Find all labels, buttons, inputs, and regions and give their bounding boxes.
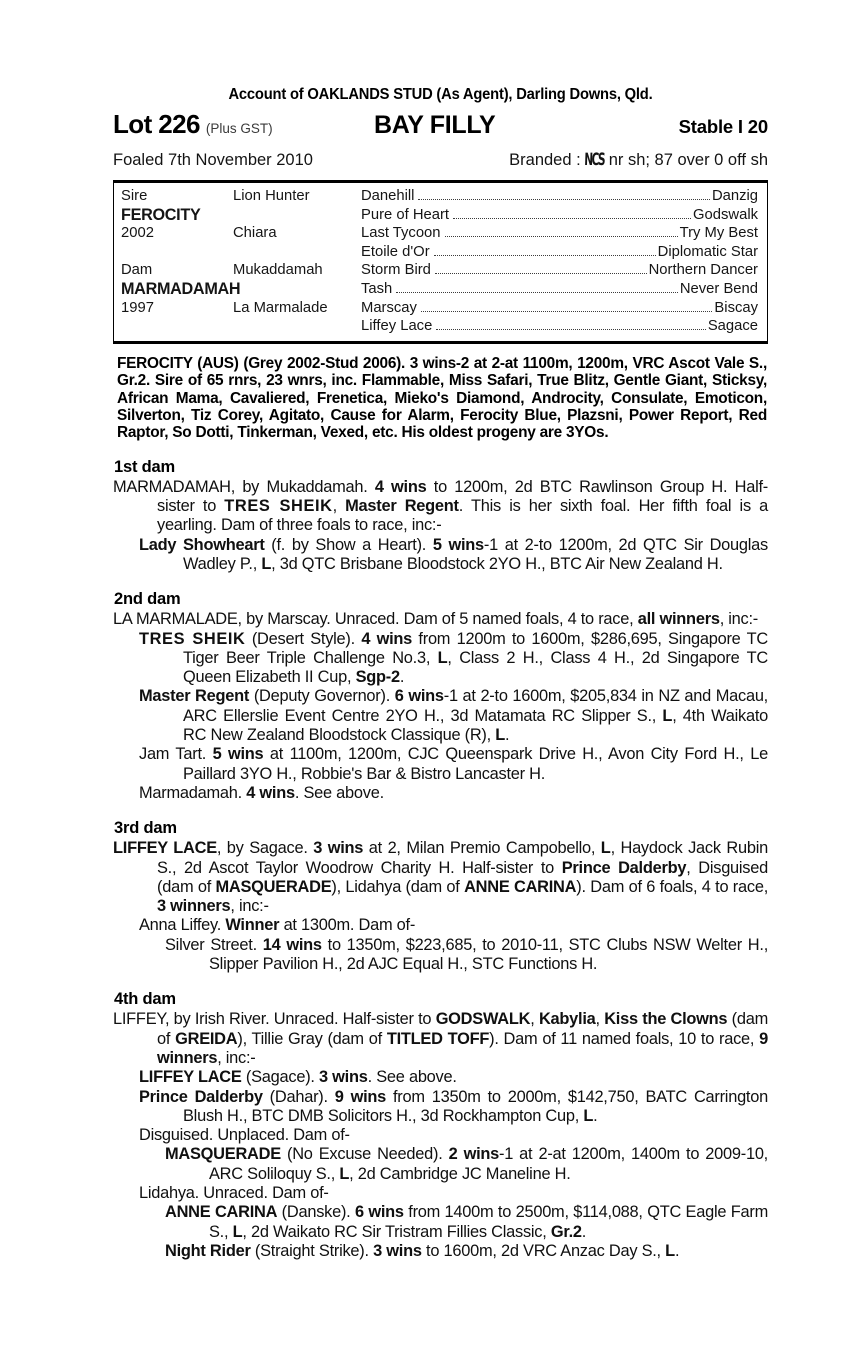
entry-text: (dam of [157, 1010, 769, 1048]
entry-text: at 1300m. Dam of- [279, 916, 416, 935]
dam-section-heading: 4th dam [114, 990, 176, 1009]
pedigree-entry [113, 1010, 768, 1068]
entry-text: , Haydock Jack Rubin S., 2d Ascot Taylor Woodrow Charity H. Half-sister to [157, 839, 768, 877]
dam-section-heading: 1st dam [114, 457, 175, 476]
sire-summary: FEROCITY (AUS) (Grey 2002-Stud 2006). 3 wins-2 at 2-at 1100m, 1200m, VRC Ascot Vale S., Gr.2. Sire of 65 rnrs, 23 wnrs, inc. Flammable, Miss Safari, True Blitz, Gentle Giant, Sticksy, African Mama, Cavaliered, Frenetica, Mieko's Diamond, Androcity, Consulate, Emoticon, Silverton, Tiz Corey, Agitato, Cause for Alarm, Ferocity Blue, Plazsni, Power Report, Red Raptor, So Dotti, Tinkerman, Vexed, etc. His oldest progeny are 3YOs. [117, 354, 767, 442]
entry-text: , inc:- [217, 1048, 256, 1067]
spacer-cell [226, 243, 361, 262]
branded-info [509, 150, 768, 170]
entry-text: (Straight Strike). [250, 1241, 374, 1260]
pedigree-entry [139, 745, 768, 784]
lot-left-group [113, 111, 356, 137]
entry-text: . [399, 668, 405, 687]
dam-dam: La Marmalade [233, 299, 328, 316]
entry-emphasis: 6 wins [354, 1203, 404, 1222]
entry-emphasis: Master Regent [139, 687, 250, 706]
entry-emphasis: all winners [637, 610, 720, 629]
entry-emphasis: MASQUERADE [215, 877, 332, 896]
branded-detail: nr sh; 87 over 0 off sh [608, 151, 768, 169]
entry-emphasis: MASQUERADE [165, 1145, 281, 1164]
pedigree-grid [114, 187, 767, 336]
entry-emphasis: L [437, 648, 448, 667]
entry-emphasis: Prince Dalderby [139, 1087, 263, 1106]
entry-emphasis: GREIDA [175, 1029, 238, 1048]
entry-emphasis: 3 wins [319, 1068, 368, 1087]
entry-text: , Class 2 H., Class 4 H., 2d Singapore TC Queen Elizabeth II Cup, [183, 648, 768, 687]
grandparent-name: Danehill [361, 188, 415, 204]
foaled-branded-row [113, 150, 768, 170]
entry-emphasis: 3 winners [157, 897, 231, 916]
entry-emphasis: 2 wins [448, 1145, 500, 1164]
spacer-cell [114, 243, 226, 262]
sire-year: 2002 [121, 225, 154, 242]
grandparent-row [361, 317, 767, 336]
entry-emphasis: LIFFEY LACE [139, 1068, 242, 1087]
grandparent-row [361, 243, 767, 262]
entry-text: (f. by Show a Heart). [264, 535, 433, 554]
great-grandparent-name: Godswalk [693, 206, 758, 223]
lot-header-row [113, 111, 768, 141]
grandparent-name: Liffey Lace [361, 318, 433, 335]
dam-section [113, 990, 768, 1261]
entry-text: to 1200m, 2d BTC Rawlinson Group H. Half-sister to [157, 477, 768, 516]
account-line: Account of OAKLANDS STUD (As Agent), Darling Downs, Qld. [228, 86, 653, 103]
entry-emphasis: Kiss the Clowns [604, 1010, 728, 1029]
entry-text: LIFFEY, by Irish River. Unraced. Half-sister to [113, 1010, 436, 1029]
leader-dots [418, 192, 709, 200]
entry-text: . [505, 726, 510, 745]
entry-text: from 1400m to 2500m, $114,088, QTC Eagle Farm S., [209, 1203, 768, 1241]
pedigree-entry [113, 839, 768, 916]
entry-text: ), Tillie Gray (dam of [237, 1029, 387, 1048]
entry-emphasis: Winner [225, 916, 280, 935]
entry-emphasis: 3 wins [373, 1241, 422, 1260]
dam-label: Dam [121, 262, 153, 279]
pedigree-entry [113, 478, 768, 536]
entry-text: ), Lidahya (dam of [331, 877, 465, 896]
entry-text: Jam Tart. [139, 745, 213, 764]
great-grandparent-name: Sagace [707, 318, 758, 335]
pedigree-entry [139, 1184, 768, 1203]
entry-emphasis: L [232, 1222, 243, 1241]
entry-emphasis: 5 wins [212, 745, 264, 764]
entry-emphasis: ANNE CARINA [464, 877, 577, 896]
dam-sire: Mukaddamah [233, 262, 323, 279]
grandparent-row [361, 206, 767, 225]
entry-text: (Sagace). [241, 1068, 320, 1087]
entry-emphasis: 9 wins [334, 1087, 387, 1106]
entry-text: Lidahya. Unraced. Dam of- [139, 1183, 329, 1202]
leader-dots [434, 247, 656, 255]
pedigree-table [113, 180, 768, 344]
sire-label: Sire [121, 188, 148, 204]
entry-emphasis: 4 wins [361, 629, 413, 648]
entry-emphasis: 3 wins [313, 839, 364, 858]
sire-sire: Lion Hunter [233, 188, 310, 204]
plus-gst-note: (Plus GST) [205, 121, 273, 136]
entry-text: , [530, 1010, 539, 1029]
entry-text: from 1350m to 2000m, $142,750, BATC Carrington Blush H., BTC DMB Solicitors H., 3d Rockhampton Cup, [183, 1087, 768, 1125]
spacer-cell [226, 206, 361, 225]
entry-emphasis: L [339, 1164, 350, 1183]
brand-mark-icon: NCS [583, 150, 604, 170]
entry-emphasis: Master Regent [345, 497, 459, 516]
entry-text: , Disguised (dam of [157, 858, 768, 896]
entry-text: Silver Street. [165, 935, 263, 954]
sire-name: FEROCITY [121, 205, 201, 224]
grandparent-name: Marscay [361, 299, 417, 316]
dam-section-heading: 2nd dam [114, 590, 181, 609]
entry-text: , 2d Cambridge JC Maneline H. [349, 1164, 571, 1183]
great-grandparent-name: Northern Dancer [648, 262, 758, 279]
entry-emphasis: TRES SHEIK [139, 629, 246, 648]
leader-dots [396, 285, 678, 293]
grandparent-name: Storm Bird [361, 262, 431, 279]
grandparent-row [361, 187, 767, 206]
entry-text: (Deputy Governor). [249, 687, 395, 706]
pedigree-entry [165, 1145, 768, 1184]
entry-text: . [581, 1222, 587, 1241]
entry-text: MARMADAMAH, by Mukaddamah. [113, 477, 375, 496]
entry-text: , [595, 1010, 605, 1029]
dam-year: 1997 [121, 299, 154, 316]
page-content [113, 86, 768, 1277]
dam-section [113, 458, 768, 574]
entry-emphasis: ANNE CARINA [165, 1203, 278, 1222]
grandparent-name: Etoile d'Or [361, 243, 430, 260]
entry-text: . [593, 1106, 598, 1125]
dam-section [113, 590, 768, 803]
entry-text: . This is her sixth foal. Her fifth foal is a yearling. Dam of three foals to race, inc:- [157, 497, 768, 535]
great-grandparent-name: Biscay [714, 299, 758, 316]
stable-label: Stable I 20 [678, 116, 768, 137]
great-grandparent-name: Never Bend [679, 280, 758, 297]
entry-text: to 1350m, $223,685, to 2010-11, STC Clubs NSW Welter H., Slipper Pavilion H., 2d AJC Equal H., STC Functions H. [209, 935, 768, 974]
branded-label: Branded : [509, 151, 581, 169]
entry-emphasis: LIFFEY LACE [113, 839, 217, 858]
entry-emphasis: Night Rider [165, 1241, 251, 1260]
entry-emphasis: L [261, 554, 272, 573]
dam-name: MARMADAMAH [121, 279, 241, 298]
grandparent-name: Last Tycoon [361, 225, 441, 242]
leader-dots [453, 210, 691, 218]
entry-emphasis: 6 wins [394, 687, 444, 706]
entry-text: , 3d QTC Brisbane Bloodstock 2YO H., BTC Air New Zealand H. [271, 554, 723, 573]
entry-text: . See above. [367, 1068, 457, 1087]
entry-emphasis: 14 wins [262, 935, 322, 954]
pedigree-entry [139, 916, 768, 935]
entry-text: at 2, Milan Premio Campobello, [363, 839, 601, 858]
grandparent-name: Pure of Heart [361, 206, 450, 223]
entry-text: , inc:- [230, 897, 269, 916]
entry-text: (No Excuse Needed). [280, 1145, 449, 1164]
entry-emphasis: 4 wins [246, 783, 295, 802]
entry-emphasis: GODSWALK [435, 1010, 531, 1029]
entry-text: ). Dam of 11 named foals, 10 to race, [489, 1029, 760, 1048]
entry-text: ). Dam of 6 foals, 4 to race, [576, 877, 769, 896]
entry-emphasis: Lady Showheart [139, 535, 265, 554]
entry-text: (Desert Style). [245, 629, 362, 648]
entry-emphasis: L [495, 726, 505, 745]
entry-emphasis: TITLED TOFF [386, 1029, 490, 1048]
pedigree-entry [139, 1068, 768, 1087]
dam-section-heading: 3rd dam [114, 819, 177, 838]
entry-text: Marmadamah. [139, 783, 247, 802]
entry-emphasis: Gr.2 [550, 1222, 582, 1241]
foaled-date: Foaled 7th November 2010 [113, 151, 313, 169]
great-grandparent-name: Danzig [711, 188, 758, 204]
pedigree-entry [139, 1126, 768, 1145]
leader-dots [421, 303, 712, 311]
entry-text: -1 at 2-to 1600m, $205,834 in NZ and Macau, ARC Ellerslie Event Centre 2YO H., 3d Matamata RC Slipper S., [183, 687, 768, 725]
spacer-cell [226, 280, 361, 299]
entry-emphasis: L [583, 1106, 594, 1125]
pedigree-entry [139, 687, 768, 745]
pedigree-entry [139, 1088, 768, 1127]
entry-emphasis: Sgp-2 [355, 668, 400, 687]
entry-emphasis: 9 winners [157, 1029, 769, 1067]
entry-text: from 1200m to 1600m, $286,695, Singapore TC Tiger Beer Triple Challenge No.3, [183, 629, 768, 667]
leader-dots [445, 229, 678, 237]
entry-text: , 2d Waikato RC Sir Tristram Fillies Classic, [242, 1222, 551, 1241]
pedigree-entry [139, 630, 768, 688]
great-grandparent-name: Diplomatic Star [657, 243, 758, 260]
great-grandparent-name: Try My Best [679, 225, 758, 242]
dam-section [113, 819, 768, 974]
grandparent-row [361, 261, 767, 280]
leader-dots [435, 266, 647, 274]
entry-text: , 4th Waikato RC New Zealand Bloodstock Classique (R), [183, 706, 769, 745]
entry-text: -1 at 2-to 1200m, 2d QTC Sir Douglas Wadley P., [183, 535, 768, 573]
sire-dam: Chiara [233, 225, 277, 242]
pedigree-entry [139, 536, 768, 575]
spacer-cell [114, 317, 226, 336]
entry-emphasis: L [662, 706, 673, 725]
grandparent-row [361, 280, 767, 299]
entry-emphasis: 5 wins [432, 535, 484, 554]
grandparent-name: Tash [361, 280, 393, 297]
entry-emphasis: Prince Dalderby [561, 858, 687, 877]
grandparent-row [361, 299, 767, 318]
entry-emphasis: L [600, 839, 611, 858]
entry-text: Anna Liffey. [139, 916, 226, 935]
entry-text: , inc:- [719, 610, 759, 629]
dam-sections [113, 458, 768, 1261]
pedigree-entry [165, 1242, 768, 1261]
pedigree-entry [165, 1203, 768, 1242]
page-title: BAY FILLY [374, 111, 496, 139]
entry-emphasis: L [665, 1241, 675, 1260]
entry-text: Disguised. Unplaced. Dam of- [139, 1126, 350, 1145]
entry-text: -1 at 2-at 1200m, 1400m to 2009-10, ARC Soliloquy S., [209, 1145, 768, 1183]
lot-number: Lot 226 [113, 109, 200, 139]
spacer-cell [226, 317, 361, 336]
entry-emphasis: TRES SHEIK [224, 497, 333, 516]
pedigree-entry [139, 784, 768, 803]
entry-text: (Dahar). [262, 1087, 335, 1106]
pedigree-entry [113, 610, 768, 629]
entry-text: at 1100m, 1200m, CJC Queenspark Drive H., Avon City Ford H., Le Paillard 3YO H., Robbie's Bar & Bistro Lancaster H. [183, 745, 768, 783]
pedigree-entry [165, 936, 768, 975]
entry-text: LA MARMALADE, by Marscay. Unraced. Dam of 5 named foals, 4 to race, [113, 610, 638, 629]
entry-text: to 1600m, 2d VRC Anzac Day S., [421, 1241, 666, 1260]
entry-emphasis: 4 wins [374, 477, 427, 496]
entry-text: . See above. [294, 783, 384, 802]
entry-text: , by Sagace. [216, 839, 314, 858]
leader-dots [436, 322, 706, 330]
entry-text: . [674, 1241, 680, 1260]
entry-text: , [332, 497, 346, 516]
entry-text: (Danske). [277, 1203, 355, 1222]
grandparent-row [361, 224, 767, 243]
entry-emphasis: Kabylia [538, 1010, 596, 1029]
